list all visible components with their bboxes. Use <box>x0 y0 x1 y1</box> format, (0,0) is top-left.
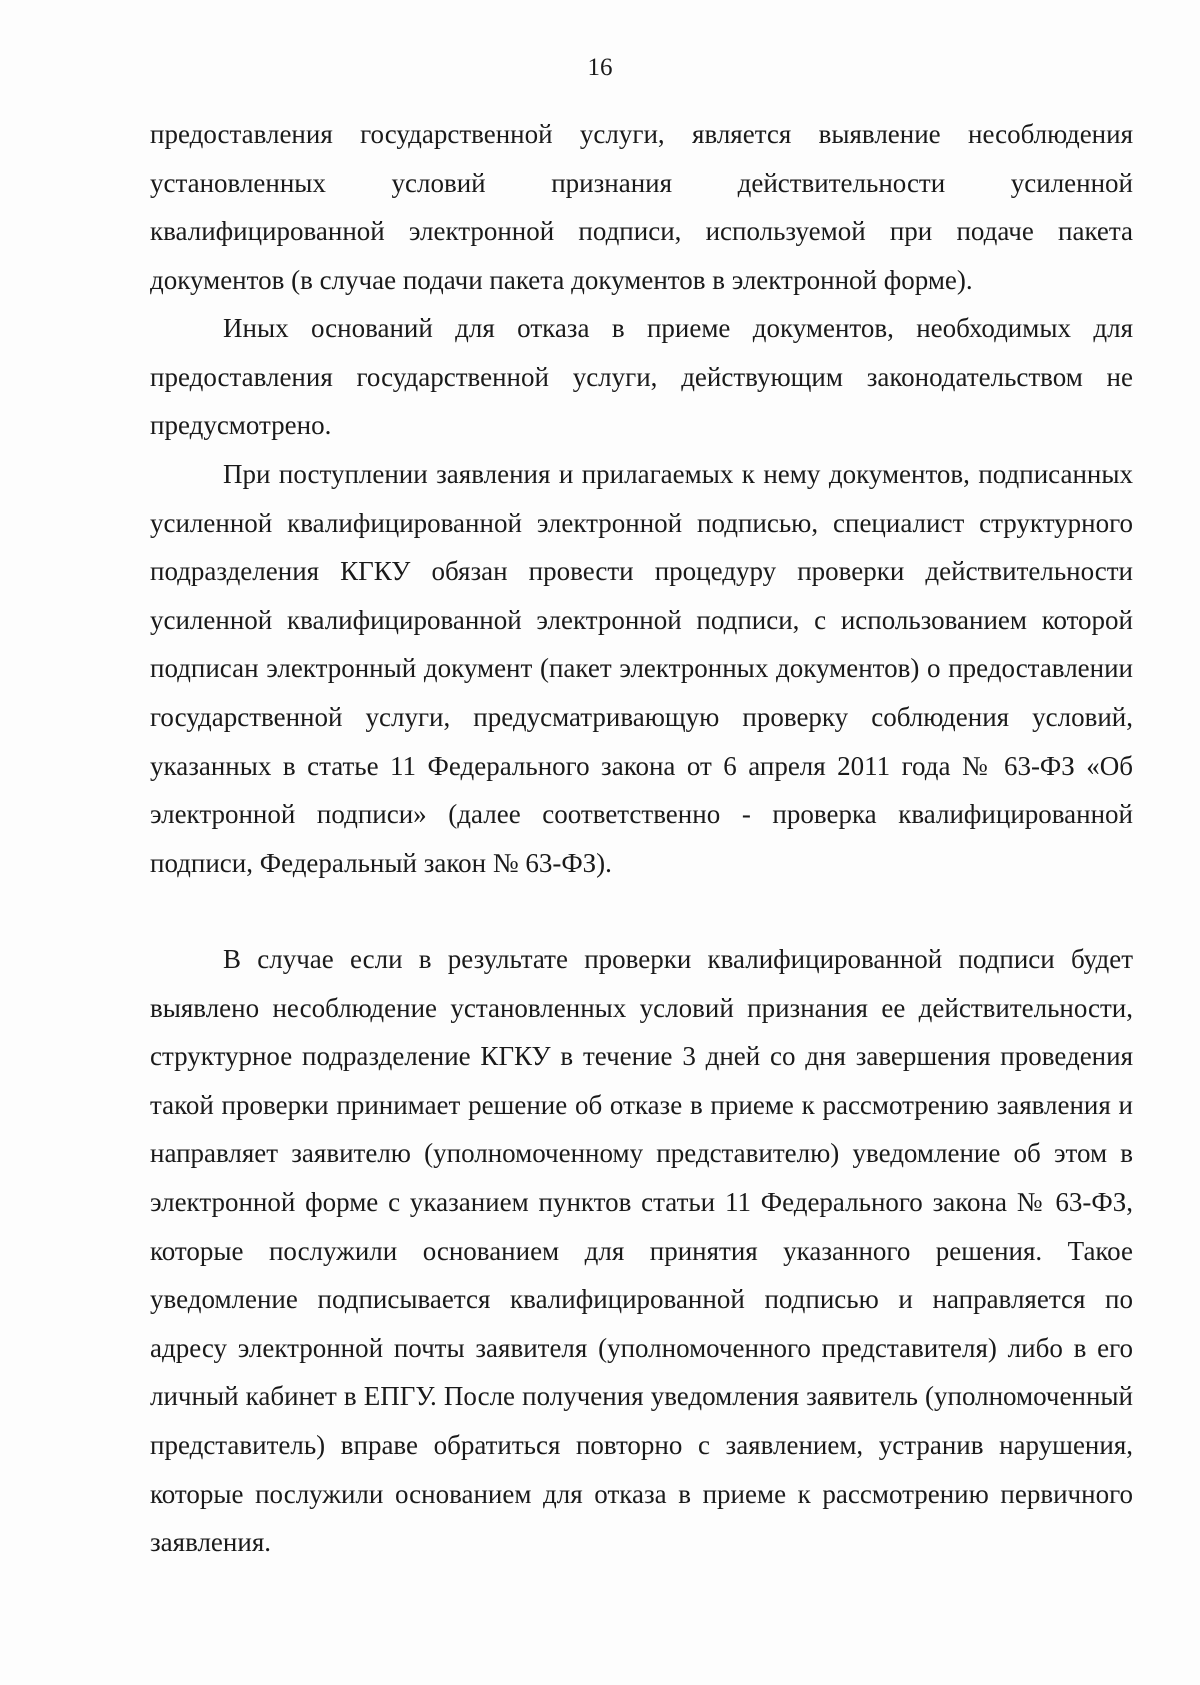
page-number: 16 <box>587 54 613 81</box>
paragraph-signature-check: При поступлении заявления и прилагаемых к нему документов, подписанных усиленной квалифицированной электронной подписью, специалист структурного подразделения КГКУ обязан провести процедуру проверки действительности усиленной квалифицированной электронной подписи, с использованием которой подписан электронный документ (пакет электронных документов) о предоставлении государственной услуги, предусматривающую проверку соблюдения условий, указанных в статье 11 Федерального закона от 6 апреля 2011 года № 63-ФЗ «Об электронной подписи» (далее соответственно - проверка квалифицированной подписи, Федеральный закон № 63-ФЗ). <box>150 459 1133 878</box>
paragraph-no-other-grounds: Иных оснований для отказа в приеме документов, необходимых для предоставления государственной услуги, действующим законодательством не предусмотрено. <box>150 313 1133 441</box>
paragraph-continuation: предоставления государственной услуги, является выявление несоблюдения установленных условий признания действительности усиленной квалифицированной электронной подписи, используемой при подаче пакета документов (в случае подачи пакета документов в электронной форме). <box>150 119 1133 295</box>
paragraph-refusal-notice: В случае если в результате проверки квалифицированной подписи будет выявлено несоблюдение установленных условий признания ее действительности, структурное подразделение КГКУ в течение 3 дней со дня завершения проведения такой проверки принимает решение об отказе в приеме к рассмотрению заявления и направляет заявителю (уполномоченному представителю) уведомление об этом в электронной форме с указанием пунктов статьи 11 Федерального закона № 63-ФЗ, которые послужили основанием для принятия указанного решения. Такое уведомление подписывается квалифицированной подписью и направляется по адресу электронной почты заявителя (уполномоченного представителя) либо в его личный кабинет в ЕПГУ. После получения уведомления заявитель (уполномоченный представитель) вправе обратиться повторно с заявлением, устранив нарушения, которые послужили основанием для отказа в приеме к рассмотрению первичного заявления. <box>150 944 1133 1558</box>
